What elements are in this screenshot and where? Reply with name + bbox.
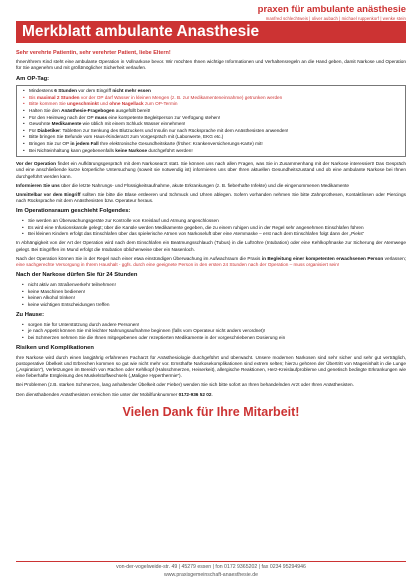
risks-heading: Risiken und Komplikationen	[16, 344, 94, 351]
staff-names: manfred schlechtweis | oliver aubach | michael ruppenkorf | wenke stein	[265, 16, 406, 21]
op-day-item-bold: 6 Stunden	[54, 88, 77, 94]
op-day-item	[29, 134, 400, 140]
op-day-item-text: durchgeführt werden!	[147, 147, 193, 153]
op-day-item-bold: maximal 2 Stunden	[36, 94, 80, 100]
op-day-item-bold: Anästhesie-Fragebogen	[61, 108, 115, 114]
op-day-item-text: Gewohnte	[29, 121, 52, 127]
op-day-item-bold: nicht mehr essen	[112, 88, 151, 94]
op-day-item-text: Ihre elektronische Gesundheitskarte (früher: Krankenversicherungs-Karte) mit!	[98, 141, 263, 147]
after-24-item: • keine wichtigen Entscheidungen treffen	[28, 302, 406, 308]
op-room-heading: Im Operationsraum geschieht Folgendes:	[16, 208, 131, 215]
op-day-item-text: und	[98, 101, 110, 107]
op-day-item-text: Bringen Sie zur OP	[29, 141, 71, 147]
after-24-list	[16, 282, 406, 308]
op-day-item	[29, 108, 400, 114]
op-day-item	[29, 95, 400, 101]
op-day-item-bold: keine Narkose	[115, 147, 148, 153]
op-day-item-text: vor dem Eingriff	[76, 88, 113, 94]
home-item: • sorgen Sie für Unterstützung durch andere Personen!	[28, 322, 406, 328]
immediate-paragraph: Unmittelbar vor dem Eingriff sollten Sie bitte die Blase entleeren und Schmuck und Uhren ablegen. Sofern vorhanden nehmen Sie bitte Zahnprothesen, Kontaktlinsen oder Piercings nach Rücksprache mit dem Anästhesisten bzw. Operateur heraus.	[16, 192, 406, 204]
op-day-item-text: wie üblich mit einem Schluck Wasser einnehmen!	[81, 121, 186, 127]
op-day-box	[16, 85, 406, 157]
footer-website: www.praxisgemeinschaft-anaesthesie.de	[164, 571, 258, 578]
header	[16, 4, 406, 21]
thanks-message: Vielen Dank für Ihre Mitarbeit!	[122, 404, 300, 419]
document-body	[16, 50, 406, 420]
breathing-paragraph: In Abhängigkeit von der Art der Operation wird nach dem Einschlafen ein Beatmungsschlauch (Tubus) in die Luftröhre (Intubation) oder eine Kehlkopfmaske zur Sicherung der Atemwege gelegt. Bei Eingriffen im Mund erfolgt die Intubation üblicherweise über ein Nasenloch.	[16, 240, 406, 252]
home-item: • je nach Appetit können Sie mit leichter Nahrungsaufnahme beginnen (falls vom Operateur nicht anders verordnet)!	[28, 328, 406, 334]
op-day-item	[29, 88, 400, 94]
op-day-item-text: Für den Heimweg nach der OP	[29, 114, 95, 120]
op-room-item: • Es wird eine Infusionskanüle gelegt; über die Kanüle werden Medikamente gegeben, die zu einem ruhigen und in der Regel sehr angenehmen Einschlafen führen	[28, 225, 406, 231]
service-paragraph: Den diensthabenden Anästhesisten erreichen Sie unter der Mobilfunknummer 0172-936 52 02.	[16, 391, 213, 397]
op-day-item	[29, 115, 400, 121]
op-room-list	[16, 218, 406, 237]
problems-paragraph: Bei Problemen (z.B. starken Schmerzen, lang anhaltender Übelkeit oder Fieber) wenden Sie sich bitte sofort an Ihren behandelnden Arzt oder Ihren Anästhesisten.	[16, 382, 354, 388]
op-day-item-text: Bei Nichteinhaltung kann gegebenenfalls	[29, 147, 116, 153]
risks-paragraph: Ihre Narkose wird durch einen langjährig erfahrenen Facharzt für Anästhesiologie durchgeführt und überwacht. Unsere modernen Narkosen sind sehr sicher und sehr gut verträglich, postoperative Übelkeit und Erbrechen kommen so gut wie nicht mehr vor. Ernsthafte Narkosekomplikationen sind extrem selten; hierzu gehören der Übertritt von Mageninhalt in die Lunge („Aspiration“), Verletzungen im Bereich von Rachen oder Kehlkopf (Halsschmerzen, Heiserkeit), allergische Reaktionen, Herz-Kreislaufprobleme und genetisch bedingte Erkrankungen wie eine fieberhafte Entgleisung des Muskelstoffwechsels („Maligne Hyperthermie“).	[16, 354, 406, 379]
footer	[16, 561, 406, 579]
op-day-item-text: ausgefüllt bereit!	[114, 108, 151, 114]
after-24-item: • keine Maschinen bedienen!	[28, 289, 406, 295]
brand-name: praxen für ambulante anästhesie	[257, 4, 406, 15]
op-day-item	[29, 101, 400, 107]
op-day-item-text: : Tabletten zur Senkung des Blutzuckers und Insulin nur nach Rücksprache mit dem Anästhesisten anwenden!	[60, 127, 289, 133]
after-24-item: • nicht aktiv am Straßenverkehr teilnehmen!	[28, 282, 406, 288]
footer-address: von-der-vogelweide-str. 49 | 45279 essen | fon 0172 9365202 | fax 0234 95294946	[116, 564, 306, 571]
after-op-paragraph: Nach der Operation können Sie in der Regel nach einer etwa einstündigen Überwachung im Aufwachraum die Praxis in Begleitung einer kompetenten erwachsenen Person verlassen; eine sachgerechte Versorgung in Ihrem Haushalt - ggfs. durch eine geeignete Person in den ersten 24 Stunden nach der Operation – muss organisiert sein!	[16, 255, 406, 268]
op-room-item: • Bei kleinen Kindern erfolgt das Einschlafen über das spielerische Atmen von Narkoseluft über eine Atemmaske – erst nach dem Einschlafen folgt dann der „Pieks“	[28, 231, 406, 237]
home-list	[16, 322, 406, 341]
op-day-item-bold: ohne Nagellack	[109, 101, 144, 107]
after-24-heading: Nach der Narkose dürfen Sie für 24 Stunden	[16, 272, 138, 279]
op-day-list	[29, 88, 400, 154]
op-day-item-text: vor der OP darf Wasser in kleinen Mengen (z. B. zur Medikamenteneinnahme) getrunken werden	[79, 94, 283, 100]
op-day-item-bold: muss	[94, 114, 108, 120]
op-day-item-bold: in jedem Fall	[70, 141, 99, 147]
op-day-item	[29, 148, 400, 154]
op-day-item	[29, 128, 400, 134]
before-op-paragraph: Vor der Operation findet ein Aufklärungsgespräch mit dem Narkosearzt statt. Sie können uns nach allen Fragen, was Sie in Zusammenhang mit der Narkose interessiert! Das Gespräch und eine anschließende kurze körperliche Untersuchung (soweit sie notwendig ist) informieren uns über Ihren aktuellen Gesundheitszustand und ob eine ambulante Narkose bei Ihnen durchgeführt werden kann.	[16, 161, 406, 179]
op-day-item	[29, 141, 400, 147]
op-day-item-bold: ungeschminkt	[67, 101, 99, 107]
op-day-item	[29, 121, 400, 127]
intro-paragraph: Ihnen/Ihrem Kind steht eine ambulante Operation in Vollnarkose bevor. Wir möchten Ihnen wichtige Informationen und Verhaltensregeln an die Hand geben, damit Narkose und Operation für Sie angenehm und mit größtmöglicher Sicherheit verlaufen.	[16, 59, 406, 71]
document-title: Merkblatt ambulante Anasthesie	[16, 21, 406, 43]
op-day-item-text: Bis	[29, 94, 37, 100]
op-day-item-text: eine kompetente Begleitperson zur Verfügung stehen!	[107, 114, 221, 120]
greeting: Sehr verehrte Patientin, sehr verehrter Patient, liebe Eltern!	[16, 50, 171, 56]
op-day-item-text: Mindestens	[29, 88, 55, 94]
op-day-item-text: Für	[29, 127, 38, 133]
after-24-item: • keinen Alkohol trinken!	[28, 295, 406, 301]
op-day-item-text: Bitte kommen Sie	[29, 101, 68, 107]
op-day-item-text: zum OP-Termin	[143, 101, 178, 107]
op-day-item-text: Halten Sie den	[29, 108, 62, 114]
op-room-item: • Sie werden an Überwachungsgeräte zur Kontrolle von Kreislauf und Atmung angeschlossen	[28, 218, 406, 224]
op-day-item-text: Bitte bringen Sie Befunde vom Haus-/Kinderarzt zum Vorgespräch mit (Laborwerte, EKG etc.)	[29, 134, 224, 140]
op-day-heading: Am OP-Tag:	[16, 75, 50, 82]
home-heading: Zu Hause:	[16, 311, 45, 318]
op-day-item-bold: Diabetiker	[37, 127, 61, 133]
inform-paragraph: Informieren Sie uns über die letzte Nahrungs- und Flüssigkeitsaufnahme, akute Erkrankungen (z. B. fieberhafte Infekte) und die eingenommenen Medikamente	[16, 182, 349, 188]
home-item: • bei Schmerzen nehmen Sie die Ihnen mitgegebenen oder rezeptierten Medikamente in der vorgeschriebenen Dosierung ein	[28, 335, 406, 341]
op-day-item-bold: Medikamente	[51, 121, 82, 127]
